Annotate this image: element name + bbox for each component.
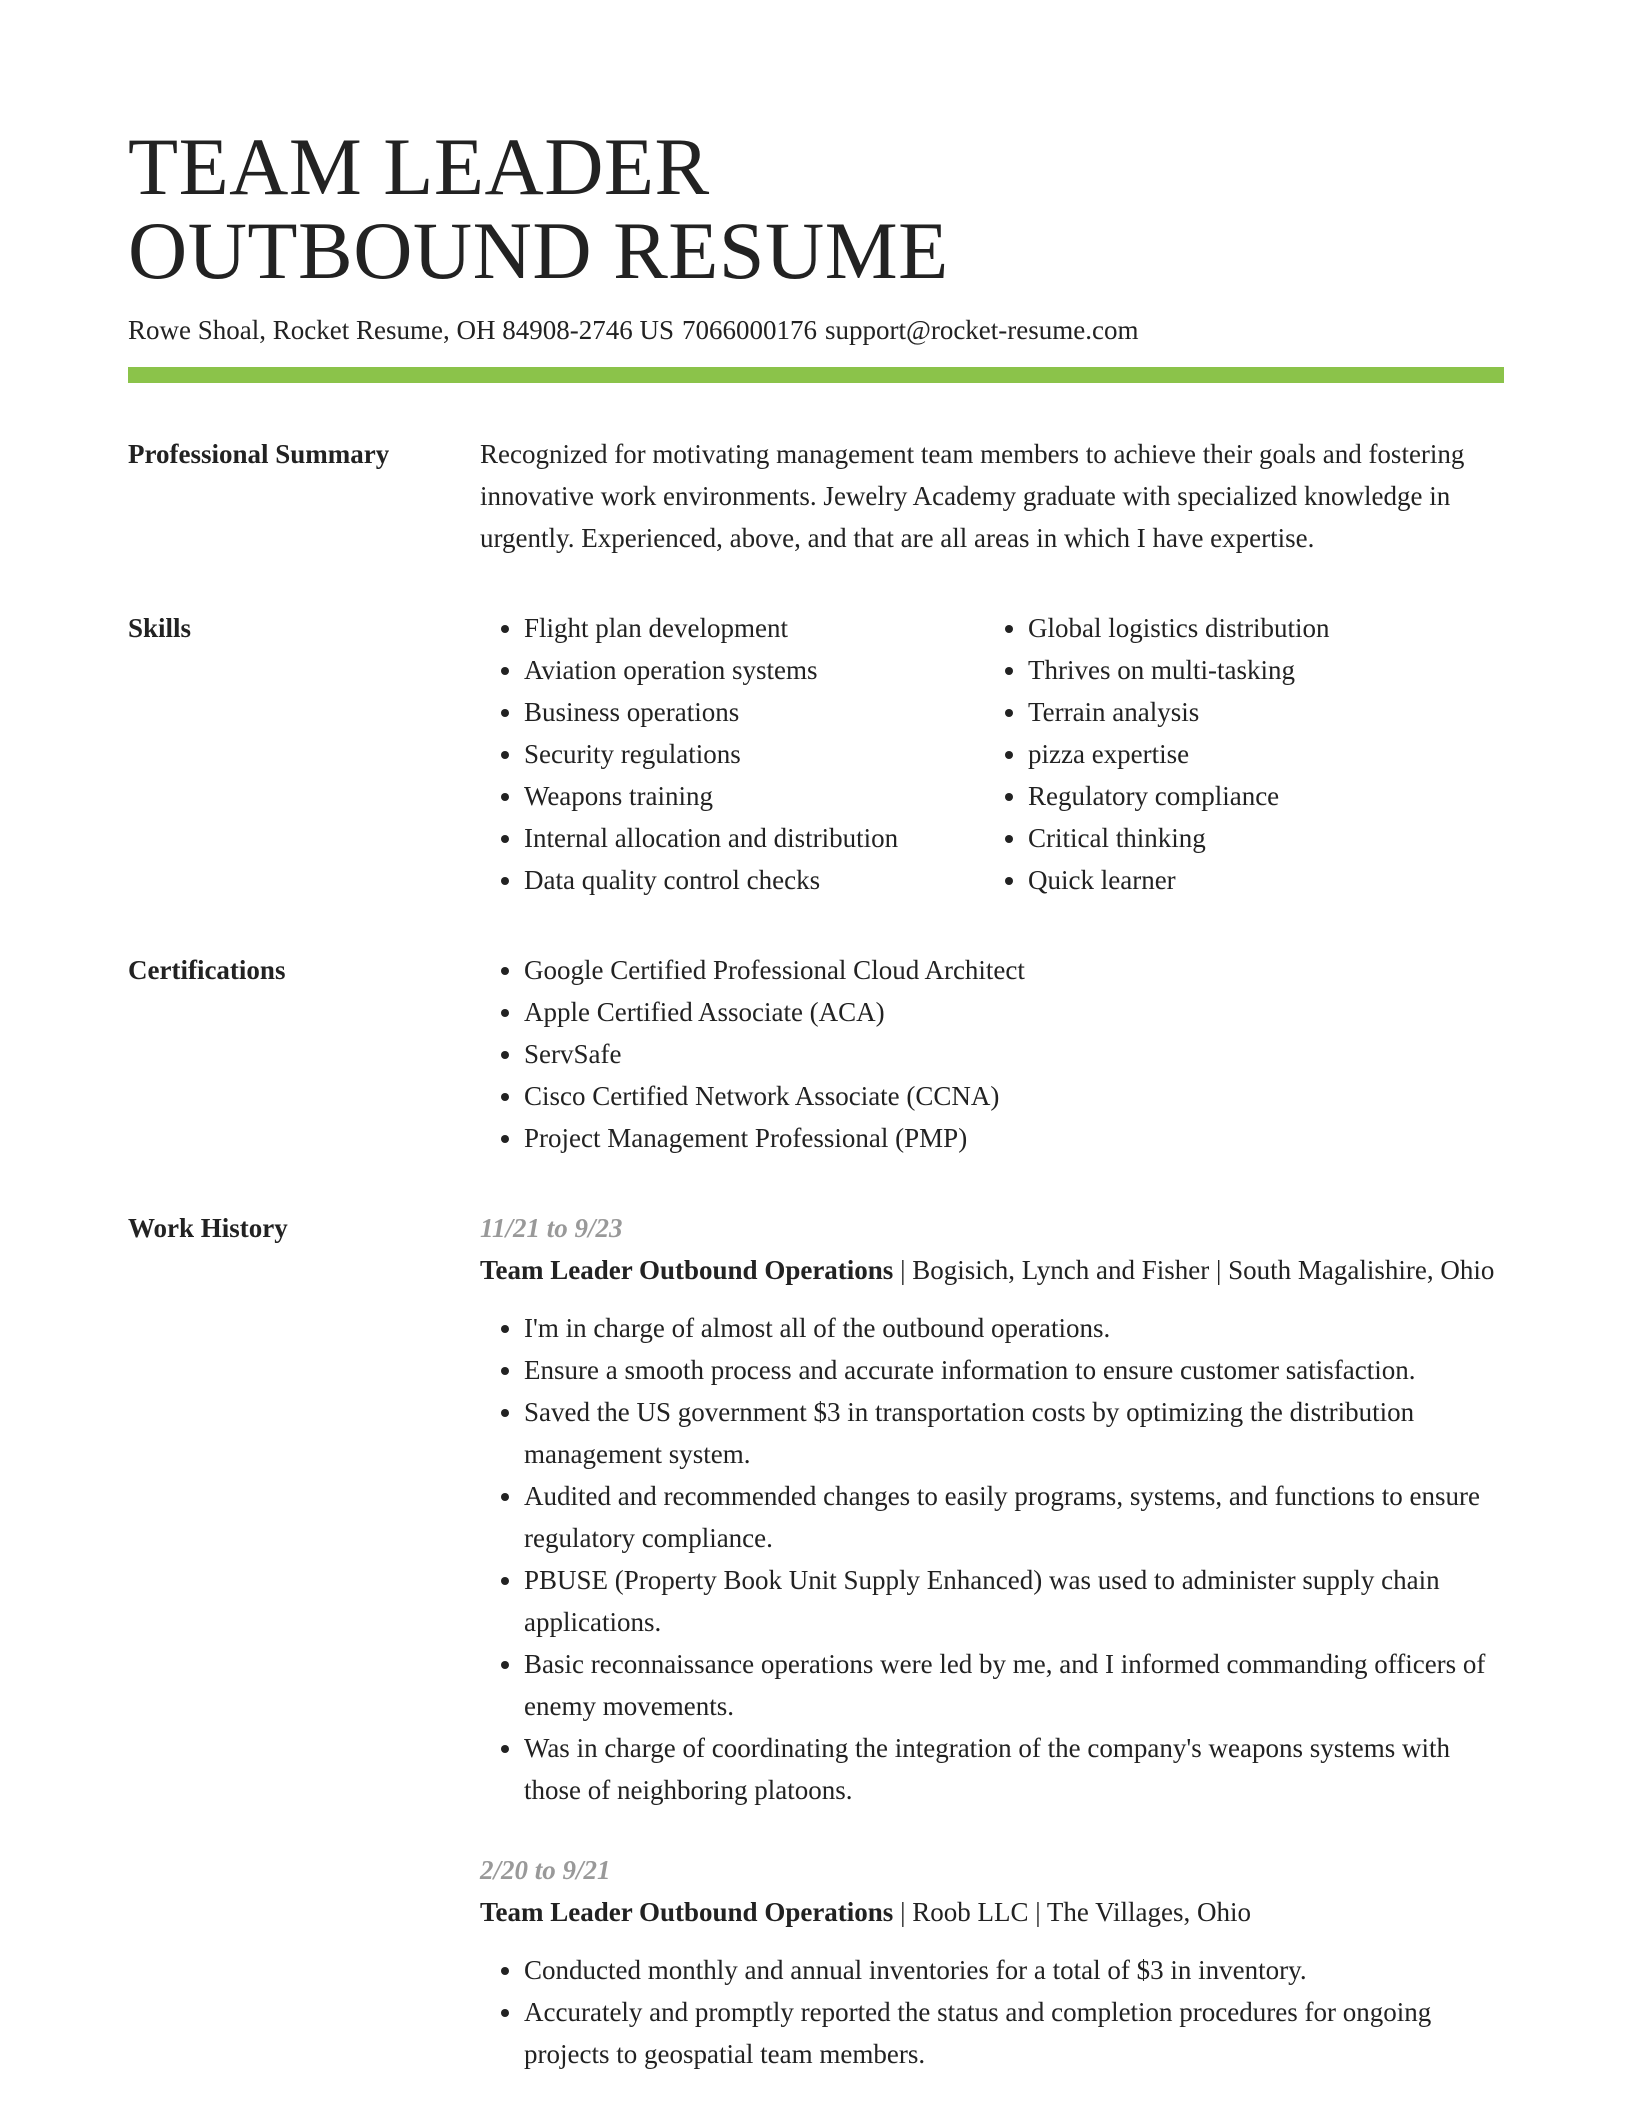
job-entry (480, 1849, 1504, 2075)
skill-item: • Aviation operation systems (524, 649, 984, 691)
job-bullet: • Basic reconnaissance operations were led by me, and I informed commanding officers of enemy movements. (524, 1643, 1504, 1727)
skills-column-right (984, 607, 1330, 901)
job-bullet: • Ensure a smooth process and accurate information to ensure customer satisfaction. (524, 1349, 1504, 1391)
skills-label: Skills (128, 613, 192, 643)
skill-item: • Regulatory compliance (1028, 775, 1330, 817)
job-heading (480, 1891, 1504, 1933)
certification-item: • Google Certified Professional Cloud Architect (524, 949, 1504, 991)
skill-item: • Quick learner (1028, 859, 1330, 901)
job-dates: 11/21 to 9/23 (480, 1213, 623, 1243)
skill-item: • pizza expertise (1028, 733, 1330, 775)
header-divider (128, 367, 1504, 383)
skill-item: • Terrain analysis (1028, 691, 1330, 733)
certifications-label: Certifications (128, 955, 286, 985)
job-heading (480, 1249, 1504, 1291)
job-bullet: • Was in charge of coordinating the integration of the company's weapons systems with those of neighboring platoons. (524, 1727, 1504, 1811)
skills-section (128, 607, 1504, 901)
contact-email: support@rocket-resume.com (824, 315, 1139, 345)
summary-label: Professional Summary (128, 439, 390, 469)
skill-item: • Global logistics distribution (1028, 607, 1330, 649)
contact-address: Rowe Shoal, Rocket Resume, OH 84908-2746 US (128, 315, 674, 345)
certification-item: • Cisco Certified Network Associate (CCNA) (524, 1075, 1504, 1117)
work-history-label: Work History (128, 1213, 288, 1243)
job-bullet: • Accurately and promptly reported the status and completion procedures for ongoing projects to geospatial team members. (524, 1991, 1504, 2075)
job-bullet: • Audited and recommended changes to easily programs, systems, and functions to ensure regulatory compliance. (524, 1475, 1504, 1559)
resume-title (128, 121, 1504, 296)
certification-item: • ServSafe (524, 1033, 1504, 1075)
job-title: Team Leader Outbound Operations (480, 1255, 894, 1285)
skill-item: • Flight plan development (524, 607, 984, 649)
job-bullet: • PBUSE (Property Book Unit Supply Enhanced) was used to administer supply chain applications. (524, 1559, 1504, 1643)
job-dates: 2/20 to 9/21 (480, 1855, 611, 1885)
job-title: Team Leader Outbound Operations (480, 1897, 894, 1927)
skill-item: • Critical thinking (1028, 817, 1330, 859)
work-history-section (128, 1207, 1504, 2075)
certifications-section (128, 949, 1504, 1159)
summary-section (128, 433, 1504, 559)
certification-item: • Project Management Professional (PMP) (524, 1117, 1504, 1159)
skill-item: • Data quality control checks (524, 859, 984, 901)
contact-line (128, 313, 1504, 347)
skill-item: • Security regulations (524, 733, 984, 775)
job-entry (480, 1207, 1504, 1811)
summary-text: Recognized for motivating management team members to achieve their goals and fostering innovative work environments. Jewelry Academy graduate with specialized knowledge in urgently. Experienced, above, and that are all areas in which I have expertise. (480, 439, 1465, 553)
job-details: | Bogisich, Lynch and Fisher | South Magalishire, Ohio (893, 1255, 1495, 1285)
certification-item: • Apple Certified Associate (ACA) (524, 991, 1504, 1033)
title-line-2: OUTBOUND RESUME (128, 205, 949, 296)
contact-phone: 7066000176 (681, 315, 817, 345)
skill-item: • Weapons training (524, 775, 984, 817)
job-bullet: • I'm in charge of almost all of the outbound operations. (524, 1307, 1504, 1349)
resume-page (128, 121, 1504, 2075)
skill-item: • Business operations (524, 691, 984, 733)
title-line-1: TEAM LEADER (128, 121, 710, 212)
skill-item: • Internal allocation and distribution (524, 817, 984, 859)
skills-column-left (480, 607, 984, 901)
skill-item: • Thrives on multi-tasking (1028, 649, 1330, 691)
job-bullet: • Saved the US government $3 in transportation costs by optimizing the distribution management system. (524, 1391, 1504, 1475)
job-bullet: • Conducted monthly and annual inventories for a total of $3 in inventory. (524, 1949, 1504, 1991)
job-details: | Roob LLC | The Villages, Ohio (893, 1897, 1251, 1927)
